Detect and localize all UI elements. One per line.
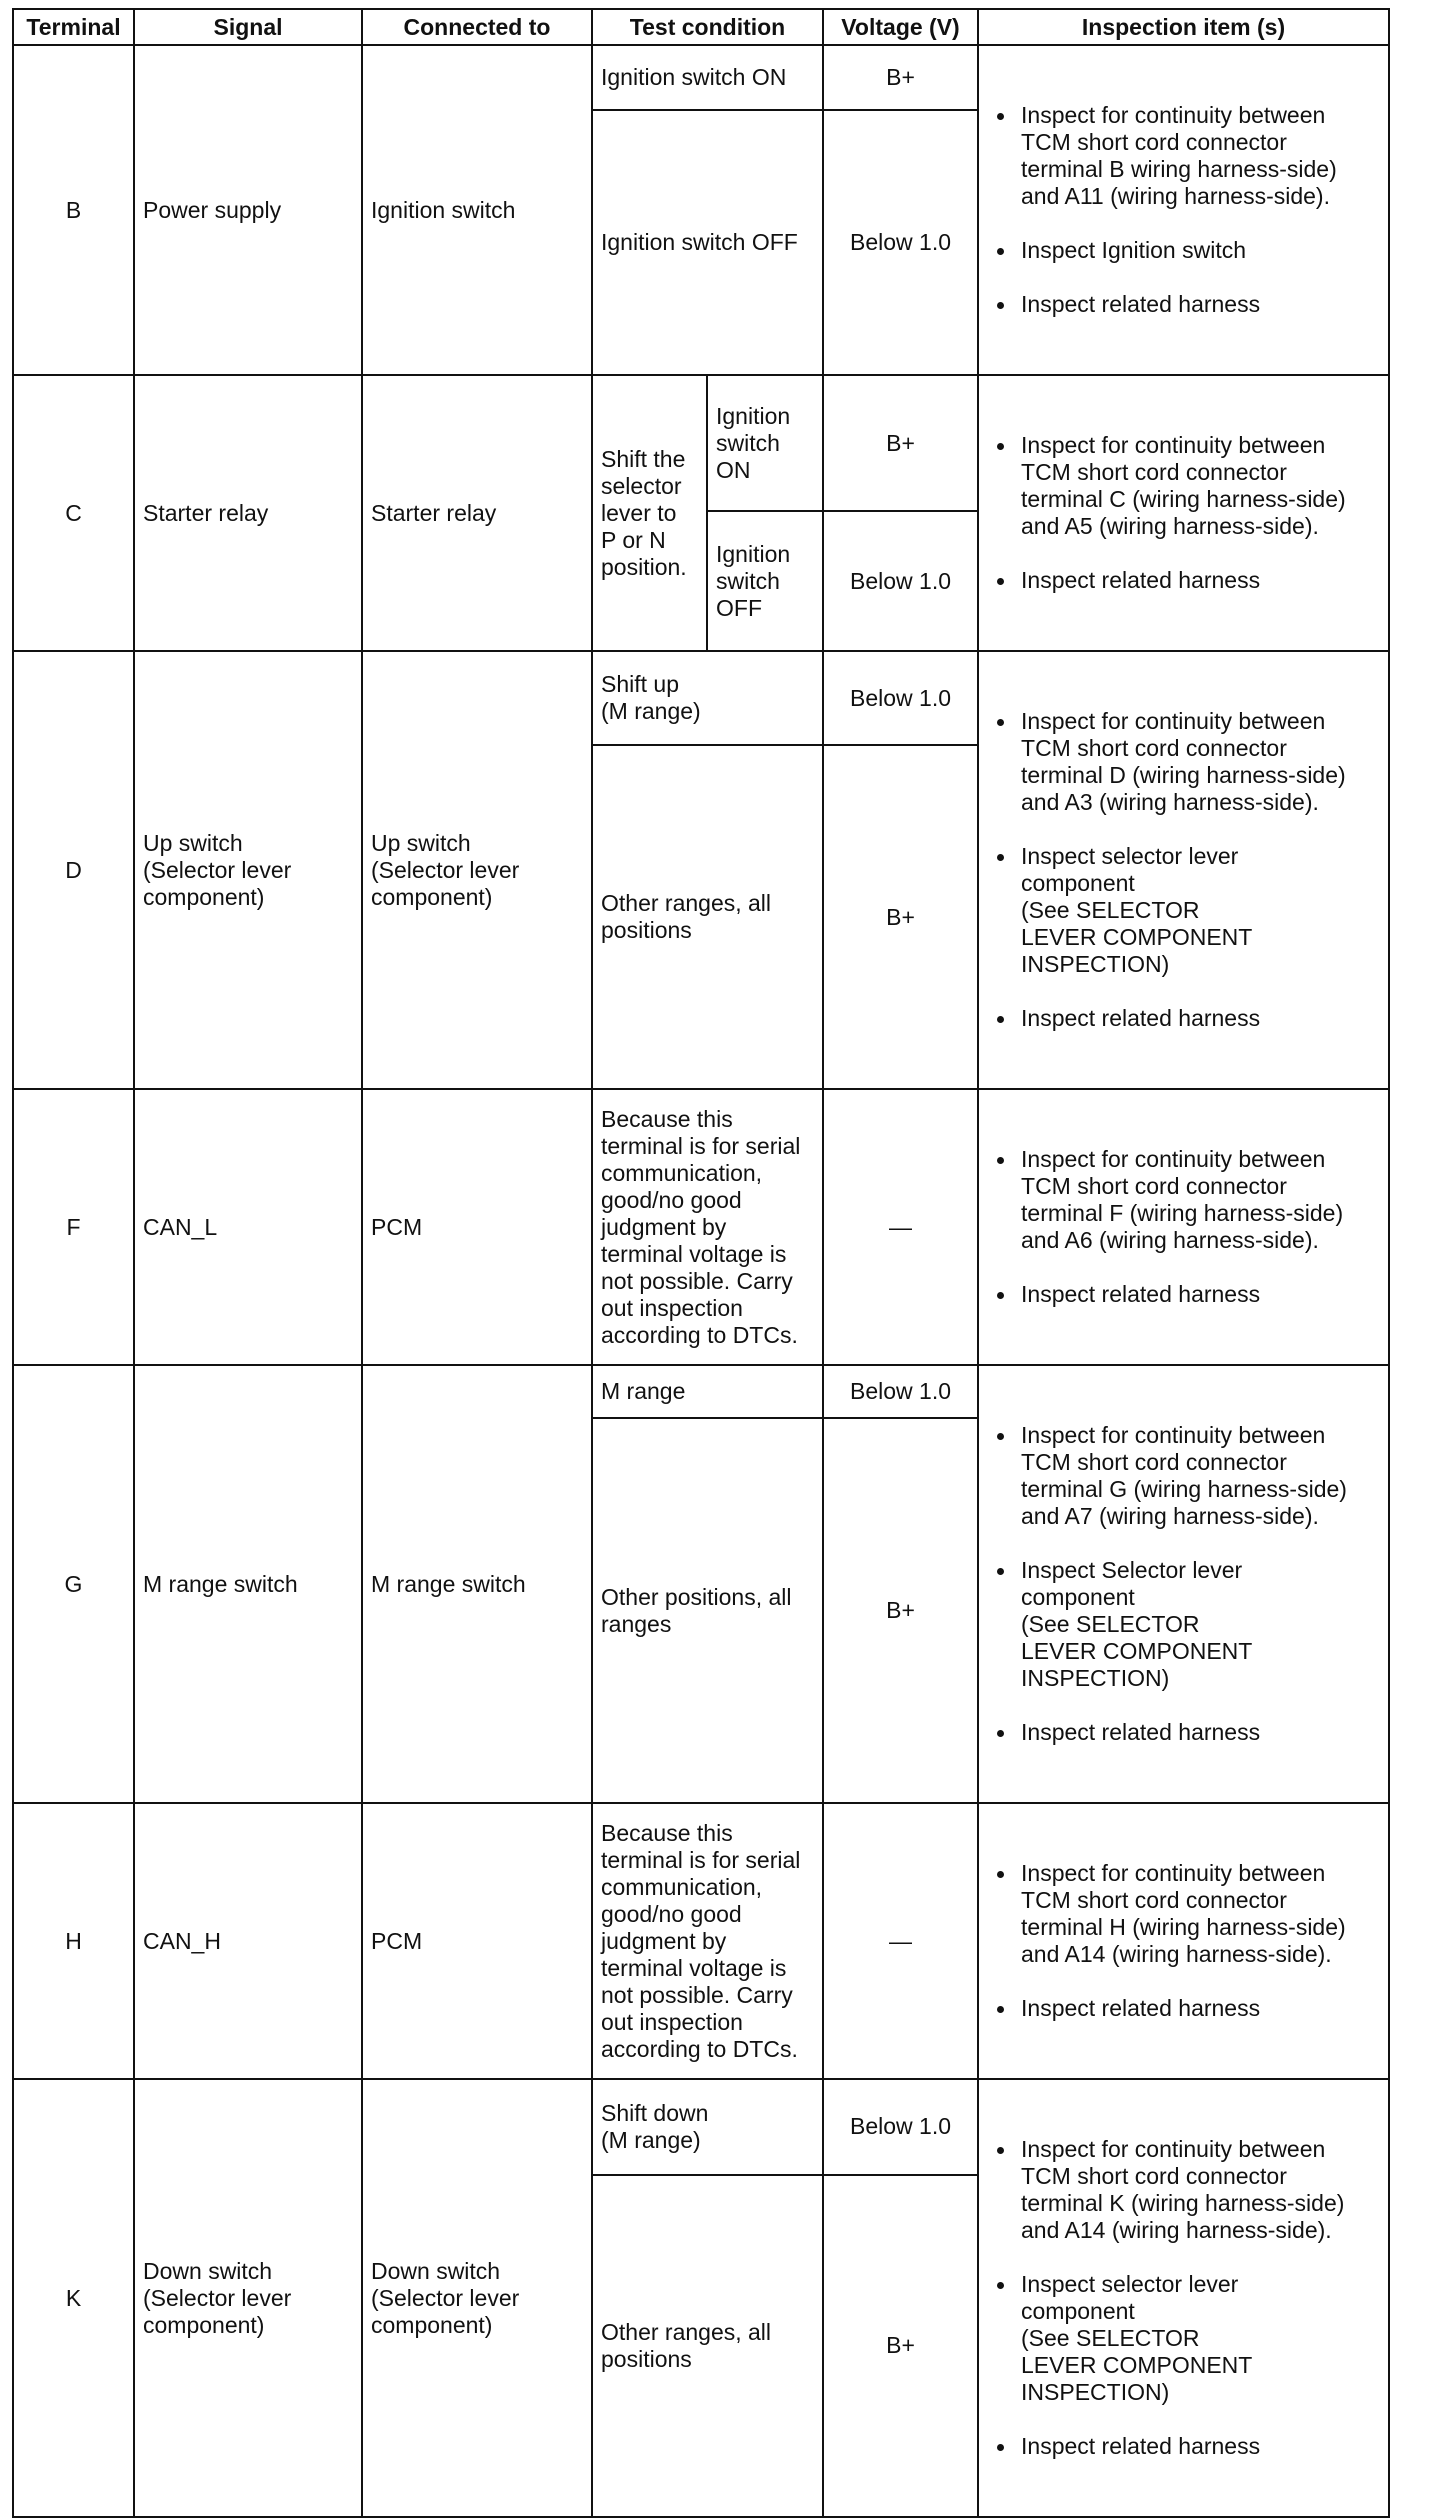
condition-cell: Shift down (M range) (592, 2079, 823, 2175)
inspection-item: Inspect selector lever component (See SELECTOR LEVER COMPONENT INSPECTION) (1021, 2271, 1382, 2406)
inspection-item: Inspect for continuity between TCM short cord connector terminal C (wiring harness-side) and A5 (wiring harness-side). (1021, 432, 1382, 540)
inspection-item: Inspect related harness (1021, 1005, 1382, 1032)
table-row (13, 2079, 1389, 2175)
inspection-item: Inspect for continuity between TCM short cord connector terminal G (wiring harness-side) and A7 (wiring harness-side). (1021, 1422, 1382, 1530)
terminal-cell: C (13, 375, 134, 651)
header-test-condition: Test condition (592, 9, 823, 45)
inspection-item: Inspect for continuity between TCM short cord connector terminal B wiring harness-side) and A11 (wiring harness-side). (1021, 102, 1382, 210)
table-row (13, 45, 1389, 110)
inspection-cell (978, 375, 1389, 651)
header-connected-to: Connected to (362, 9, 592, 45)
condition-cell: Because this terminal is for serial communication, good/no good judgment by terminal voltage is not possible. Carry out inspection according to DTCs. (592, 1089, 823, 1365)
connected-cell: Starter relay (362, 375, 592, 651)
inspection-cell (978, 45, 1389, 375)
inspection-list (989, 1119, 1382, 1335)
table-row (13, 1803, 1389, 2079)
voltage-cell: Below 1.0 (823, 651, 978, 745)
connected-cell: Up switch (Selector lever component) (362, 651, 592, 1089)
inspection-item: Inspect for continuity between TCM short cord connector terminal F (wiring harness-side) and A6 (wiring harness-side). (1021, 1146, 1382, 1254)
inspection-item: Inspect for continuity between TCM short cord connector terminal D (wiring harness-side) and A3 (wiring harness-side). (1021, 708, 1382, 816)
voltage-cell: B+ (823, 2175, 978, 2517)
voltage-cell: — (823, 1089, 978, 1365)
voltage-cell: Below 1.0 (823, 1365, 978, 1418)
signal-cell: CAN_L (134, 1089, 362, 1365)
inspection-cell (978, 1803, 1389, 2079)
inspection-list (989, 681, 1382, 1059)
terminal-cell: G (13, 1365, 134, 1803)
signal-cell: Starter relay (134, 375, 362, 651)
table-row (13, 375, 1389, 511)
signal-cell: Power supply (134, 45, 362, 375)
inspection-list (989, 405, 1382, 621)
signal-cell: M range switch (134, 1365, 362, 1803)
inspection-item: Inspect related harness (1021, 291, 1382, 318)
inspection-list (989, 75, 1382, 345)
voltage-cell: B+ (823, 745, 978, 1089)
signal-cell: CAN_H (134, 1803, 362, 2079)
terminal-cell: K (13, 2079, 134, 2517)
terminal-cell: D (13, 651, 134, 1089)
header-signal: Signal (134, 9, 362, 45)
voltage-cell: Below 1.0 (823, 110, 978, 375)
voltage-cell: — (823, 1803, 978, 2079)
condition-cell: Shift the selector lever to P or N position. (592, 375, 707, 651)
connected-cell: Down switch (Selector lever component) (362, 2079, 592, 2517)
condition-cell: Ignition switch OFF (592, 110, 823, 375)
table-row (13, 651, 1389, 745)
inspection-item: Inspect related harness (1021, 2433, 1382, 2460)
sub-condition-cell: Ignition switch ON (707, 375, 823, 511)
voltage-cell: B+ (823, 375, 978, 511)
inspection-item: Inspect Ignition switch (1021, 237, 1382, 264)
condition-cell: Because this terminal is for serial communication, good/no good judgment by terminal voltage is not possible. Carry out inspection according to DTCs. (592, 1803, 823, 2079)
signal-cell: Down switch (Selector lever component) (134, 2079, 362, 2517)
condition-cell: M range (592, 1365, 823, 1418)
terminal-cell: B (13, 45, 134, 375)
condition-cell: Ignition switch ON (592, 45, 823, 110)
inspection-list (989, 2109, 1382, 2487)
terminal-cell: F (13, 1089, 134, 1365)
inspection-item: Inspect related harness (1021, 1281, 1382, 1308)
inspection-item: Inspect selector lever component (See SELECTOR LEVER COMPONENT INSPECTION) (1021, 843, 1382, 978)
inspection-item: Inspect for continuity between TCM short cord connector terminal K (wiring harness-side) and A14 (wiring harness-side). (1021, 2136, 1382, 2244)
inspection-item: Inspect Selector lever component (See SELECTOR LEVER COMPONENT INSPECTION) (1021, 1557, 1382, 1692)
condition-cell: Other ranges, all positions (592, 2175, 823, 2517)
connected-cell: PCM (362, 1089, 592, 1365)
voltage-cell: Below 1.0 (823, 511, 978, 651)
sub-condition-cell: Ignition switch OFF (707, 511, 823, 651)
inspection-cell (978, 1089, 1389, 1365)
inspection-item: Inspect for continuity between TCM short cord connector terminal H (wiring harness-side) and A14 (wiring harness-side). (1021, 1860, 1382, 1968)
voltage-cell: Below 1.0 (823, 2079, 978, 2175)
condition-cell: Shift up (M range) (592, 651, 823, 745)
header-voltage: Voltage (V) (823, 9, 978, 45)
inspection-list (989, 1833, 1382, 2049)
table-row (13, 1365, 1389, 1418)
condition-cell: Other positions, all ranges (592, 1418, 823, 1803)
connected-cell: M range switch (362, 1365, 592, 1803)
table-row (13, 1089, 1389, 1365)
inspection-item: Inspect related harness (1021, 1719, 1382, 1746)
voltage-cell: B+ (823, 1418, 978, 1803)
header-row (13, 9, 1389, 45)
signal-cell: Up switch (Selector lever component) (134, 651, 362, 1089)
terminal-inspection-table (12, 8, 1390, 2518)
inspection-cell (978, 1365, 1389, 1803)
terminal-cell: H (13, 1803, 134, 2079)
inspection-item: Inspect related harness (1021, 567, 1382, 594)
connected-cell: PCM (362, 1803, 592, 2079)
condition-cell: Other ranges, all positions (592, 745, 823, 1089)
header-inspection: Inspection item (s) (978, 9, 1389, 45)
header-terminal: Terminal (13, 9, 134, 45)
connected-cell: Ignition switch (362, 45, 592, 375)
inspection-item: Inspect related harness (1021, 1995, 1382, 2022)
inspection-cell (978, 651, 1389, 1089)
inspection-cell (978, 2079, 1389, 2517)
voltage-cell: B+ (823, 45, 978, 110)
inspection-list (989, 1395, 1382, 1773)
